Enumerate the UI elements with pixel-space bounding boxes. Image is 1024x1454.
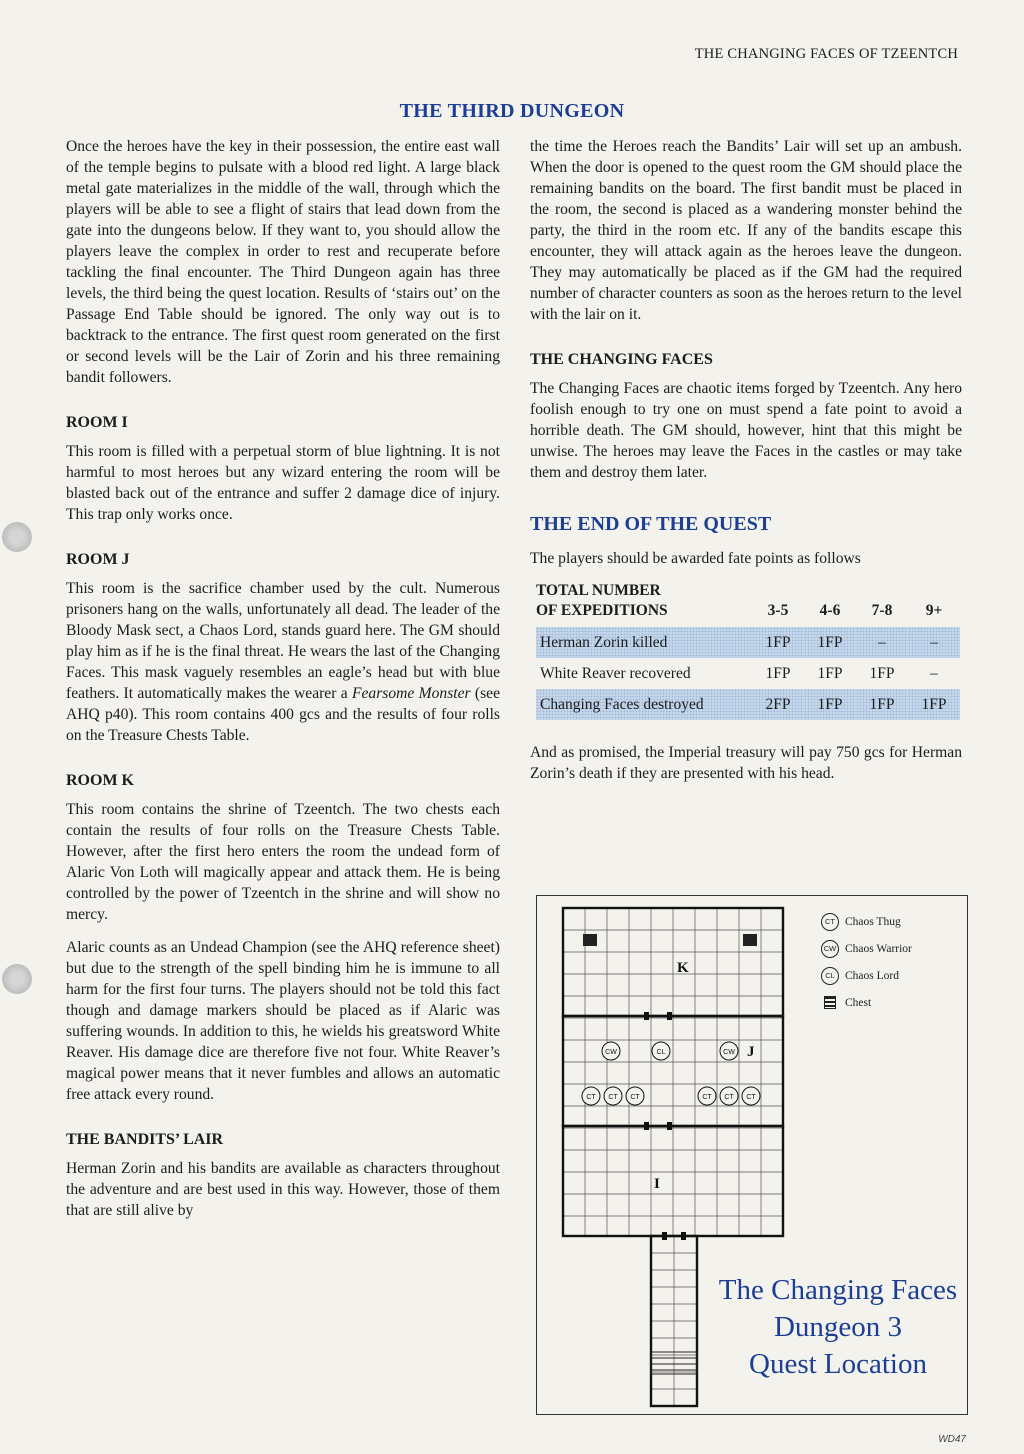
room-labels: [654, 960, 755, 1192]
legend-label: Chest: [845, 996, 872, 1009]
header-line-1: TOTAL NUMBER: [536, 582, 661, 599]
faces-paragraph: The Changing Faces are chaotic items forged by Tzeentch. Any hero foolish enough to try one on must spend a fate point to avoid a horrible death. The GM should, however, hint that this might be unwise. The heroes may leave the Faces in the castles or may take them and destroy them later.: [530, 380, 962, 481]
room-label-i: I: [654, 1176, 660, 1192]
svg-text:CT: CT: [586, 1094, 596, 1101]
header-line-2: OF EXPEDITIONS: [536, 602, 668, 619]
room-k-heading: ROOM K: [66, 772, 134, 789]
legend-item: [821, 908, 912, 935]
right-column: [530, 136, 962, 796]
room-j-text-a: This room is the sacrifice chamber used by the cult. Numerous prisoners hang on the walls, unfortunately all dead. The leader of the Bloody Mask sect, a Chaos Lord, stands guard here. The GM should play him as if he is the final threat. He wears the last of the Changing Faces. This mask vaguely resembles an eagle’s head but with blue feathers. It automatically makes the wearer a: [66, 580, 500, 702]
chaos-thug-counter: [698, 1087, 716, 1105]
end-intro: The players should be awarded fate points as follows: [530, 550, 861, 567]
cell: 1FP: [856, 689, 908, 720]
left-column: [66, 136, 500, 1233]
door-kj: [644, 1012, 649, 1020]
caption-line-1: The Changing Faces: [718, 1274, 958, 1306]
bandits-paragraph: Herman Zorin and his bandits are available as characters throughout the adventure and are best used in this way. However, those of them that are still alive by: [66, 1160, 500, 1219]
cell: 1FP: [752, 627, 804, 658]
legend-item: [821, 989, 912, 1016]
bandits-heading: THE BANDITS’ LAIR: [66, 1131, 224, 1148]
cell: 1FP: [869, 664, 895, 682]
caption-line-3: Quest Location: [749, 1348, 927, 1380]
door-ji: [667, 1122, 672, 1130]
running-header: THE CHANGING FACES OF TZEENTCH: [694, 46, 958, 62]
cell: 1FP: [817, 664, 843, 682]
caption-line-2: Dungeon 3: [773, 1311, 903, 1343]
punch-hole-bottom: [2, 964, 32, 994]
legend-item: [821, 962, 912, 989]
chaos-thug-icon: CT: [821, 913, 839, 931]
room-label-j: J: [747, 1044, 755, 1060]
cell: 1FP: [908, 689, 960, 720]
legend-item: [821, 935, 912, 962]
chaos-thug-counter: [742, 1087, 760, 1105]
table-header-label: [536, 581, 752, 627]
end-of-quest-heading: THE END OF THE QUEST: [530, 513, 772, 535]
cell: –: [908, 627, 960, 658]
room-i-heading: ROOM I: [66, 414, 128, 431]
legend-label: Chaos Lord: [845, 969, 899, 982]
chest-icons: [583, 934, 757, 946]
door-ji: [644, 1122, 649, 1130]
chaos-thug-counter: [604, 1087, 622, 1105]
legend-label: Chaos Thug: [845, 915, 901, 928]
monster-counters: [582, 1042, 760, 1105]
room-j-text-b: (see AHQ p40). This room contains 400 gcs and the results of four rolls on the Treasure Chests Table.: [66, 685, 500, 744]
chaos-thug-counter: [626, 1087, 644, 1105]
page-title: THE THIRD DUNGEON: [399, 100, 625, 122]
svg-text:CT: CT: [702, 1094, 712, 1101]
faces-heading: THE CHANGING FACES: [530, 351, 713, 368]
table-header-row: [536, 581, 960, 627]
chaos-thug-counter: [582, 1087, 600, 1105]
cell: 1FP: [765, 664, 791, 682]
col-header: 4-6: [819, 602, 841, 619]
door-corridor: [681, 1232, 686, 1240]
chaos-thug-counter: [720, 1087, 738, 1105]
col-header: 9+: [925, 602, 943, 619]
svg-text:CT: CT: [630, 1094, 640, 1101]
door-kj: [667, 1012, 672, 1020]
row-label: Herman Zorin killed: [536, 627, 752, 658]
room-k-paragraph-2: Alaric counts as an Undead Champion (see the AHQ reference sheet) but due to the strength of the spell binding him he is immune to all harm for the first four turns. The players should not be told this fact though and damage markers should be placed as if Alaric was suffering wounds. In addition to this, he wields his greatsword White Reaver. His damage dice are therefore five not four. White Reaver’s magical power means that it never fumbles and allows an automatic free attack every round.: [66, 939, 500, 1103]
chaos-warrior-counter: [602, 1042, 620, 1060]
map-caption: [713, 1272, 963, 1383]
cell: –: [856, 627, 908, 658]
chest-icon: [743, 934, 757, 946]
door-corridor: [662, 1232, 667, 1240]
table-row: [536, 658, 960, 689]
punch-hole-top: [2, 522, 32, 552]
dungeon-map: [536, 895, 968, 1415]
col-header: 7-8: [871, 602, 893, 619]
cell: 2FP: [752, 689, 804, 720]
chaos-lord-icon: CL: [821, 967, 839, 985]
room-j-italic: Fearsome Monster: [351, 685, 471, 702]
chaos-warrior-icon: CW: [821, 940, 839, 958]
room-j-paragraph: [66, 578, 500, 746]
room-label-k: K: [677, 960, 689, 976]
chest-icon: [824, 996, 836, 1009]
svg-text:CW: CW: [605, 1049, 617, 1056]
svg-text:CL: CL: [656, 1049, 666, 1056]
chaos-lord-counter: [652, 1042, 670, 1060]
table-row: [536, 689, 960, 720]
row-label: Changing Faces destroyed: [536, 689, 752, 720]
svg-text:CT: CT: [608, 1094, 618, 1101]
footer-code: WD47: [938, 1434, 966, 1445]
col-header: 3-5: [767, 602, 789, 619]
chaos-warrior-counter: [720, 1042, 738, 1060]
closing-paragraph: And as promised, the Imperial treasury will pay 750 gcs for Herman Zorin’s death if they are presented with his head.: [530, 744, 962, 782]
row-label: White Reaver recovered: [540, 664, 691, 682]
cell: 1FP: [804, 689, 856, 720]
intro-paragraph: Once the heroes have the key in their possession, the entire east wall of the temple begins to pulsate with a blood red light. A large black metal gate materializes in the middle of the wall, through which the players will be able to see a flight of stairs that lead down from the gate into the dungeons below. If they want to, you should allow the players leave the complex in order to rest and recuperate before tackling the final encounter. The Third Dungeon again has three levels, the third being the quest location. Results of ‘stairs out’ on the Passage End Table should be ignored. The only way out is to backtrack to the entrance. The first quest room generated on the first or second levels will be the Lair of Zorin and his three remaining bandit followers.: [66, 138, 500, 386]
room-i-paragraph: This room is filled with a perpetual storm of blue lightning. It is not harmful to most heroes but any wizard entering the room will be blasted back out of the entrance and suffer 2 damage dice of injury. This trap only works once.: [66, 443, 500, 523]
bandits-continued-paragraph: the time the Heroes reach the Bandits’ Lair will set up an ambush. When the door is opened to the quest room the GM should place the remaining bandits on the board. The first bandit must be placed in the room, the second is placed as a wandering monster behind the party, the third in the room etc. If any of the bandits escape this encounter, they will attack again as the heroes leave the dungeon. They may automatically be placed as if the GM had the required number of character counters as soon as the heroes return to the level with the lair on it.: [530, 138, 962, 323]
room-j-heading: ROOM J: [66, 551, 130, 568]
legend-label: Chaos Warrior: [845, 942, 912, 955]
room-k-paragraph-1: This room contains the shrine of Tzeentch. The two chests each contain the results of four rolls on the Treasure Chests Table. However, after the first hero enters the room the undead form of Alaric Von Loth will magically appear and attack them. He is being controlled by the power of Tzeentch in the shrine and will show no mercy.: [66, 801, 500, 923]
svg-text:CW: CW: [723, 1049, 735, 1056]
table-row: [536, 627, 960, 658]
fate-points-table: [536, 581, 960, 720]
map-legend: [821, 908, 912, 1016]
svg-text:CT: CT: [724, 1094, 734, 1101]
chest-icon: [583, 934, 597, 946]
cell: –: [930, 664, 938, 682]
svg-text:CT: CT: [746, 1094, 756, 1101]
cell: 1FP: [804, 627, 856, 658]
